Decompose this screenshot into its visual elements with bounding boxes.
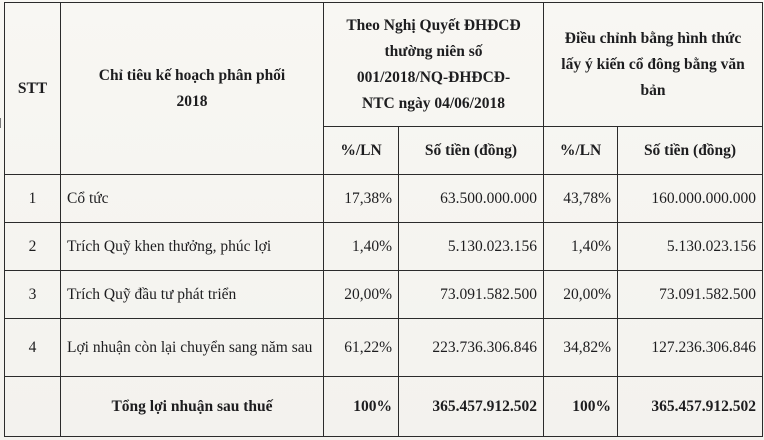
header-amount-1: Số tiền (đồng)	[399, 127, 544, 175]
row-name: Lợi nhuận còn lại chuyển sang năm sau	[61, 319, 324, 377]
row-name: Trích Quỹ khen thưởng, phúc lợi	[61, 223, 324, 271]
header-pct-1: %/LN	[324, 127, 399, 175]
table-row	[5, 175, 763, 223]
row-amount-2: 127.236.306.846	[618, 319, 763, 377]
table-total-row	[5, 377, 763, 437]
row-amount-1: 73.091.582.500	[399, 271, 544, 319]
row-amount-2: 160.000.000.000	[618, 175, 763, 223]
header-pct-2: %/LN	[544, 127, 618, 175]
header-resolution-group: Theo Nghị Quyết ĐHĐCĐ thường niên số 001/2018/NQ-ĐHĐCĐ-NTC ngày 04/06/2018	[324, 3, 544, 127]
row-amount-2: 5.130.023.156	[618, 223, 763, 271]
row-stt: 3	[5, 271, 61, 319]
row-pct-2: 34,82%	[544, 319, 618, 377]
table-row	[5, 223, 763, 271]
row-name: Cổ tức	[61, 175, 324, 223]
header-amount-2: Số tiền (đồng)	[618, 127, 763, 175]
total-stt-cell	[5, 377, 61, 437]
total-pct-1: 100%	[324, 377, 399, 437]
row-pct-2: 1,40%	[544, 223, 618, 271]
total-amount-2: 365.457.912.502	[618, 377, 763, 437]
table-row	[5, 271, 763, 319]
row-amount-1: 5.130.023.156	[399, 223, 544, 271]
total-amount-1: 365.457.912.502	[399, 377, 544, 437]
row-pct-1: 17,38%	[324, 175, 399, 223]
row-amount-2: 73.091.582.500	[618, 271, 763, 319]
header-stt: STT	[5, 3, 61, 175]
header-adjustment-group: Điều chỉnh bằng hình thức lấy ý kiến cổ đông bằng văn bản	[544, 3, 763, 127]
row-pct-2: 43,78%	[544, 175, 618, 223]
row-stt: 4	[5, 319, 61, 377]
row-pct-1: 20,00%	[324, 271, 399, 319]
total-name: Tổng lợi nhuận sau thuế	[61, 377, 324, 437]
row-stt: 1	[5, 175, 61, 223]
header-indicator: Chỉ tiêu kế hoạch phân phối 2018	[61, 3, 324, 175]
row-pct-1: 61,22%	[324, 319, 399, 377]
profit-distribution-table	[4, 2, 763, 437]
row-name: Trích Quỹ đầu tư phát triển	[61, 271, 324, 319]
row-amount-1: 63.500.000.000	[399, 175, 544, 223]
table-row	[5, 319, 763, 377]
row-pct-2: 20,00%	[544, 271, 618, 319]
row-stt: 2	[5, 223, 61, 271]
row-pct-1: 1,40%	[324, 223, 399, 271]
row-amount-1: 223.736.306.846	[399, 319, 544, 377]
table-header-row	[5, 3, 763, 127]
total-pct-2: 100%	[544, 377, 618, 437]
